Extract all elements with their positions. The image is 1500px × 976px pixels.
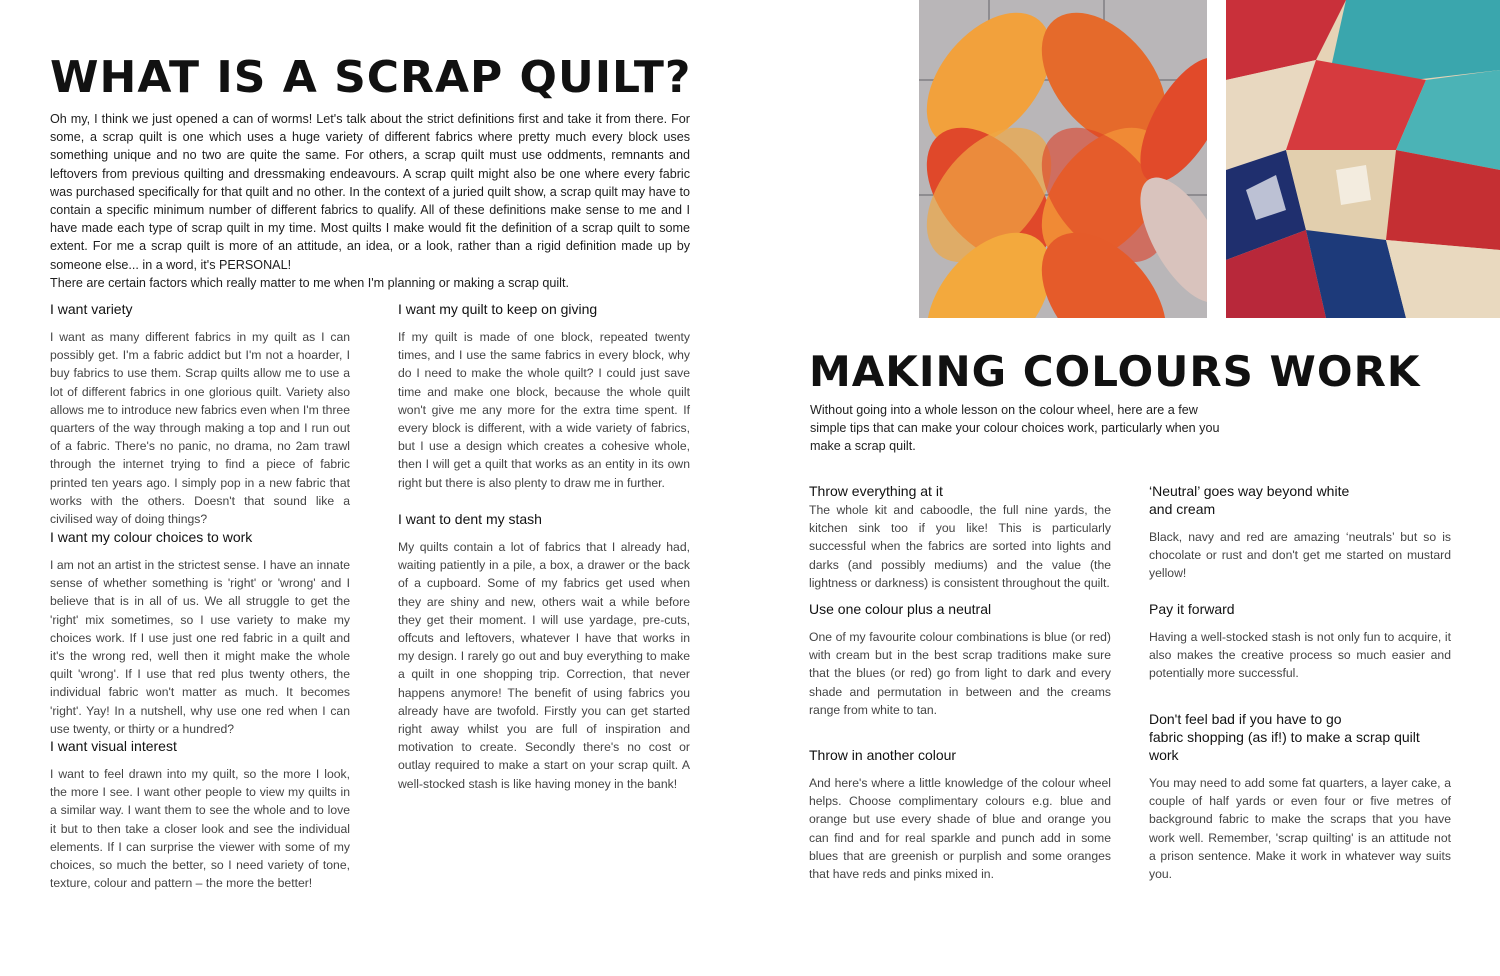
section-body: My quilts contain a lot of fabrics that I already had, waiting patiently in a pile, a box, a drawer or the back of a cupboard. Some of my fabrics get used when they are shiny and new, others wait a while before they get their moment. I will use yardage, pre-cuts, offcuts and leftovers, whatever I have that works in my design. I rarely go out and buy everything to make a quilt in one shopping trip. Correction, that never happens anymore! The benefit of using fabrics you already have are twofold. Firstly you can get started right away whilst you are full of inspiration and motivation to create. Secondly there's no cost or outlay required to make a start on your scrap quilt. A well-stocked stash is like having money in the bank! [398, 540, 690, 791]
orange-quilt-photo [919, 0, 1207, 318]
intro-text-2: There are certain factors which really matter to me when I'm planning or making a scrap quilt. [50, 275, 569, 290]
section-dont-feel-bad [1149, 710, 1451, 883]
page-title-making-colours: MAKING COLOURS WORK [809, 347, 1421, 396]
section-colour-choices [50, 528, 350, 738]
section-one-colour-neutral [809, 600, 1111, 719]
section-heading: Don't feel bad if you have to go [1149, 711, 1342, 727]
section-body: And here's where a little knowledge of the colour wheel helps. Choose complimentary colours e.g. blue and orange but use every shade of blue and orange you can find and for real sparkle and punch add in some blues that are greenish or purplish and some oranges that have reds and pinks mixed in. [809, 776, 1111, 882]
section-dent-stash [398, 510, 690, 793]
colours-intro [810, 401, 1235, 456]
section-variety [50, 300, 350, 528]
section-body: I want to feel drawn into my quilt, so the more I look, the more I see. I want other people to view my quilts in a similar way. I want them to see the whole and to love it but to then take a closer look and see the individual elements. If I can surprise the viewer with some of my choices, so much the better, so I need variety of tone, texture, colour and pattern – the more the better! [50, 767, 350, 891]
section-body: If my quilt is made of one block, repeated twenty times, and I use the same fabrics in every block, why do I need to make the whole quilt? I could just save time and make one block, because the whole quilt won't give me any more for the extra time spent. If every block is different, with a wide variety of fabrics, but I use a design which creates a cohesive whole, then I will get a quilt that works as an entity in its own right but there is also plenty to draw me in further. [398, 330, 690, 490]
red-teal-quilt-photo [1226, 0, 1500, 318]
section-body: The whole kit and caboodle, the full nine yards, the kitchen sink too if you like! This is particularly successful when the fabrics are sorted into lights and darks (and possibly mediums) and the value (the lightness or darkness) is consistent throughout the quilt. [809, 503, 1111, 590]
section-heading: I want my quilt to keep on giving [398, 301, 598, 317]
section-heading-line2: and cream [1149, 501, 1216, 517]
section-body: I am not an artist in the strictest sense. I have an innate sense of whether something is 'right' or 'wrong' and I believe that is in all of us. We all struggle to get the 'right' mix sometimes, so I use variety to make my choices work. If I use just one red fabric in a quilt and it's the wrong red, well then it might make the whole quilt 'wrong'. If I use that red plus twenty others, the individual fabric won't matter as much. It becomes 'right'. Yay! In a nutshell, why use one red when I can use twenty, or thirty or a hundred? [50, 558, 350, 736]
section-heading: I want my colour choices to work [50, 529, 253, 545]
colours-intro-text: Without going into a whole lesson on the colour wheel, here are a few simple tips that can make your colour choices work, particularly when you make a scrap quilt. [810, 403, 1220, 454]
section-body: Having a well-stocked stash is not only fun to acquire, it also makes the creative process so much easier and potentially more successful. [1149, 630, 1451, 681]
section-heading: Pay it forward [1149, 601, 1235, 617]
section-pay-forward [1149, 600, 1451, 683]
section-another-colour [809, 746, 1111, 883]
section-body: You may need to add some fat quarters, a layer cake, a couple of half yards or even four or five metres of background fabric to make the scraps that you have work well. Remember, 'scrap quilting' is an attitude not a prison sentence. Make it work in whatever way suits you. [1149, 776, 1451, 882]
page-title-scrap-quilt: WHAT IS A SCRAP QUILT? [50, 52, 692, 103]
section-heading: I want visual interest [50, 738, 177, 754]
section-heading: ‘Neutral’ goes way beyond white [1149, 483, 1350, 499]
section-throw-everything [809, 482, 1111, 592]
section-heading: I want to dent my stash [398, 511, 542, 527]
section-neutral-beyond [1149, 482, 1451, 583]
section-heading: I want variety [50, 301, 133, 317]
section-body: One of my favourite colour combinations is blue (or red) with cream but in the best scrap traditions make sure that the blues (or red) go from light to dark and every shade and permutation in between and the creams range from white to tan. [809, 630, 1111, 717]
section-body: I want as many different fabrics in my quilt as I can possibly get. I'm a fabric addict but I'm not a hoarder, I buy fabrics to use them. Scrap quilts allow me to use a lot of different fabrics in one glorious quilt. Variety also allows me to introduce new fabrics even when I'm three quarters of the way through making a top and I run out of a fabric. There's no panic, no drama, no 2am trawl through the internet trying to find a piece of fabric printed ten years ago. I simply pop in a new fabric that works with the others. Doesn't that sound like a civilised way of doing things? [50, 330, 350, 527]
section-keep-giving [398, 300, 690, 492]
intro-text: Oh my, I think we just opened a can of worms! Let's talk about the strict definitions first and take it from there. For some, a scrap quilt is one which uses a huge variety of different fabrics where pretty much every block uses something unique and no two are quite the same. For others, a scrap quilt must use oddments, remnants and leftovers from previous quilting and dressmaking endeavours. A scrap quilt might also be one where every fabric was purchased specifically for that quilt and no other. In the context of a juried quilt show, a scrap quilt may have to contain a specific minimum number of different fabrics to qualify. All of these definitions make sense to me and I have made each type of scrap quilt in my time. Most quilts I make would fit the definition of a scrap quilt to some extent. For me a scrap quilt is more of an attitude, an idea, or a look, rather than a rigid definition made up by someone else... in a word, it's PERSONAL! [50, 112, 690, 272]
section-visual-interest [50, 737, 350, 892]
section-heading: Throw in another colour [809, 747, 957, 763]
section-heading: Throw everything at it [809, 483, 943, 499]
section-body: Black, navy and red are amazing ‘neutrals’ but so is chocolate or rust and don't get me started on mustard yellow! [1149, 530, 1451, 581]
section-heading: Use one colour plus a neutral [809, 601, 992, 617]
intro-paragraph [50, 110, 690, 292]
section-heading-line2: fabric shopping (as if!) to make a scrap quilt work [1149, 729, 1420, 763]
